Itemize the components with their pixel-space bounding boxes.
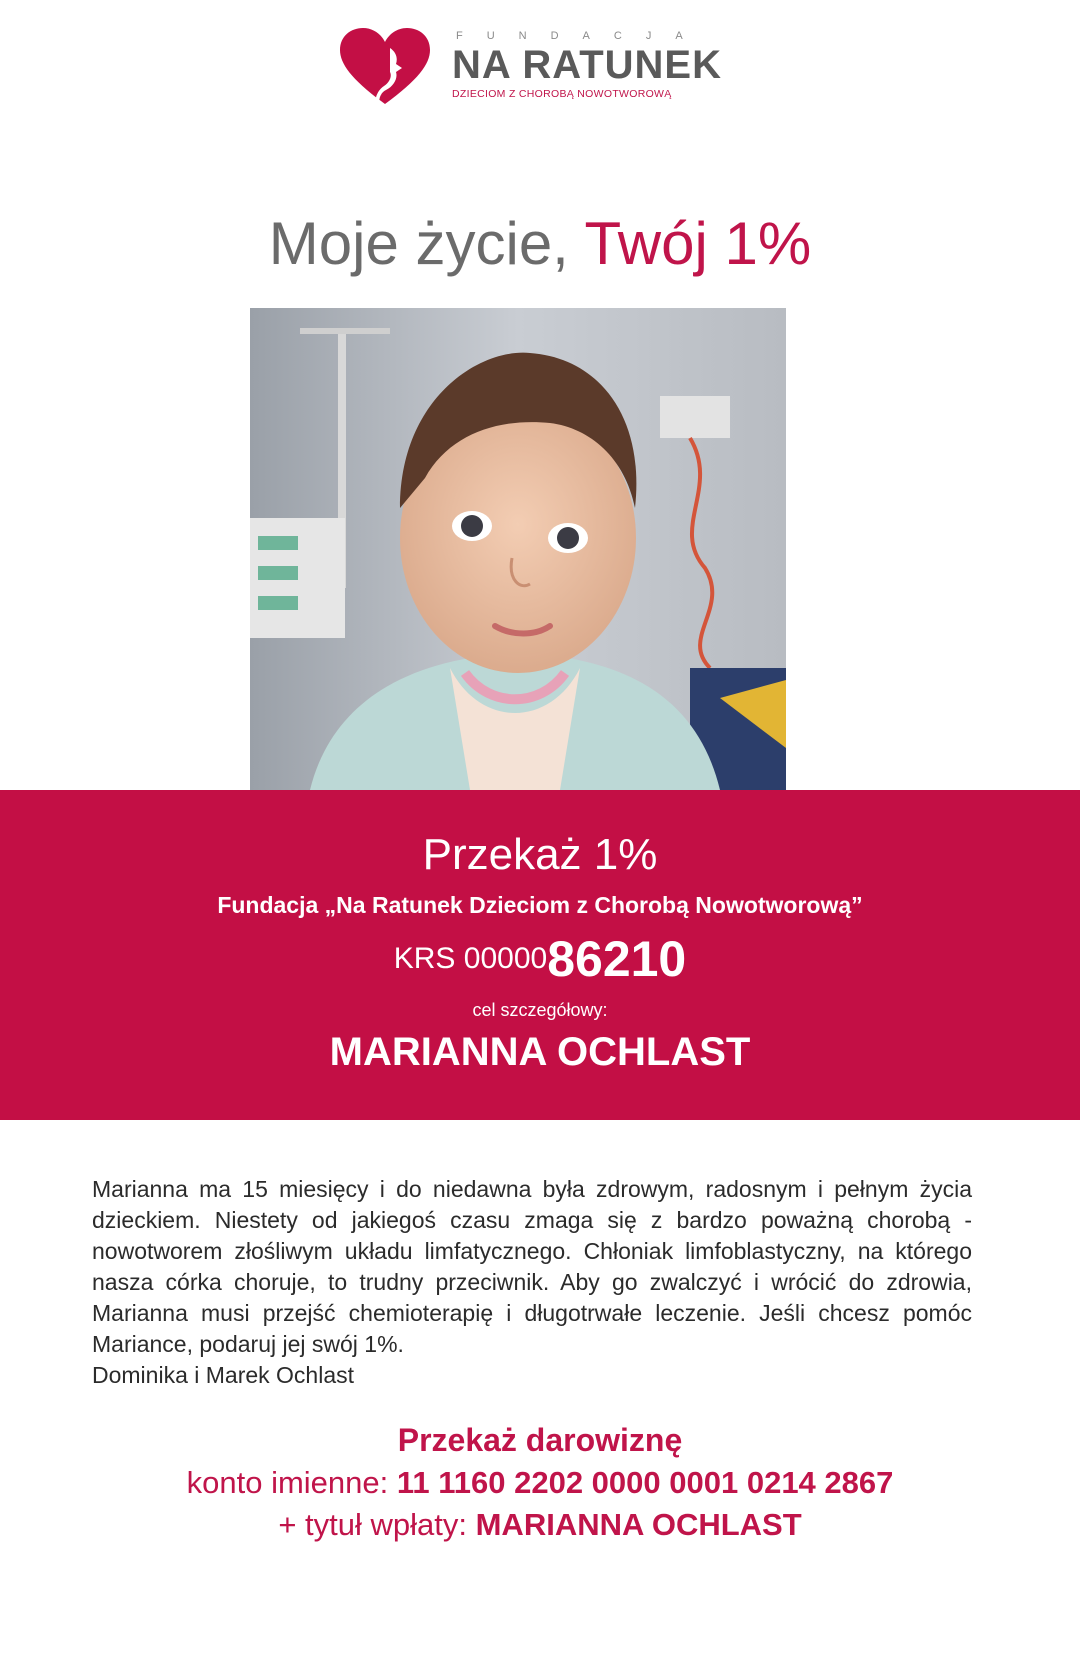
krs-number	[0, 930, 1080, 988]
account-label: konto imienne:	[186, 1465, 397, 1500]
transfer-title-line	[0, 1504, 1080, 1546]
account-number: 11 1160 2202 0000 0001 0214 2867	[396, 1465, 894, 1500]
headline	[0, 208, 1080, 280]
donate-title: Przekaż darowiznę	[397, 1422, 683, 1458]
donation-band	[0, 790, 1080, 1120]
child-photo-illustration	[250, 308, 786, 790]
headline-light: Moje życie,	[268, 210, 585, 277]
donation-info	[0, 1418, 1080, 1546]
beneficiary-name: MARIANNA OCHLAST	[329, 1030, 751, 1074]
story-paragraph: Marianna ma 15 miesięcy i do niedawna była zdrowym, radosnym i pełnym życia dzieckiem. Niestety od jakiegoś czasu zmaga się z bardzo poważną chorobą - nowotworem złośliwym układu limfatycznego. Chłoniak limfoblastyczny, na którego nasza córka choruje, to trudny przeciwnik. Aby go zwalczyć i wrócić do zdrowia, Marianna musi przejść chemioterapię i długotrwałe leczenie. Jeśli chcesz pomóc Mariance, podaruj jej swój 1%.	[92, 1176, 972, 1357]
logo-text	[452, 30, 722, 100]
account-line	[0, 1462, 1080, 1504]
band-title: Przekaż 1%	[422, 830, 658, 879]
transfer-title-label: + tytuł wpłaty:	[278, 1507, 476, 1542]
logo-name: NA RATUNEK	[452, 43, 722, 87]
heart-logo-icon	[340, 28, 430, 108]
logo-subtitle: DZIECIOM Z CHOROBĄ NOWOTWOROWĄ	[452, 88, 672, 100]
child-photo	[250, 308, 786, 790]
transfer-title-value: MARIANNA OCHLAST	[475, 1507, 802, 1542]
foundation-logo	[340, 28, 740, 118]
krs-number-bold: 86210	[547, 931, 687, 987]
foundation-name: Fundacja „Na Ratunek Dzieciom z Chorobą Nowotworową”	[217, 892, 863, 918]
logo-fundacja: FUNDACJA	[456, 30, 707, 42]
cel-label: cel szczegółowy:	[472, 1000, 608, 1020]
signature: Dominika i Marek Ochlast	[92, 1362, 355, 1388]
headline-accent: Twój 1%	[584, 210, 812, 277]
story-text	[92, 1174, 972, 1391]
krs-prefix: KRS 00000	[393, 942, 548, 975]
